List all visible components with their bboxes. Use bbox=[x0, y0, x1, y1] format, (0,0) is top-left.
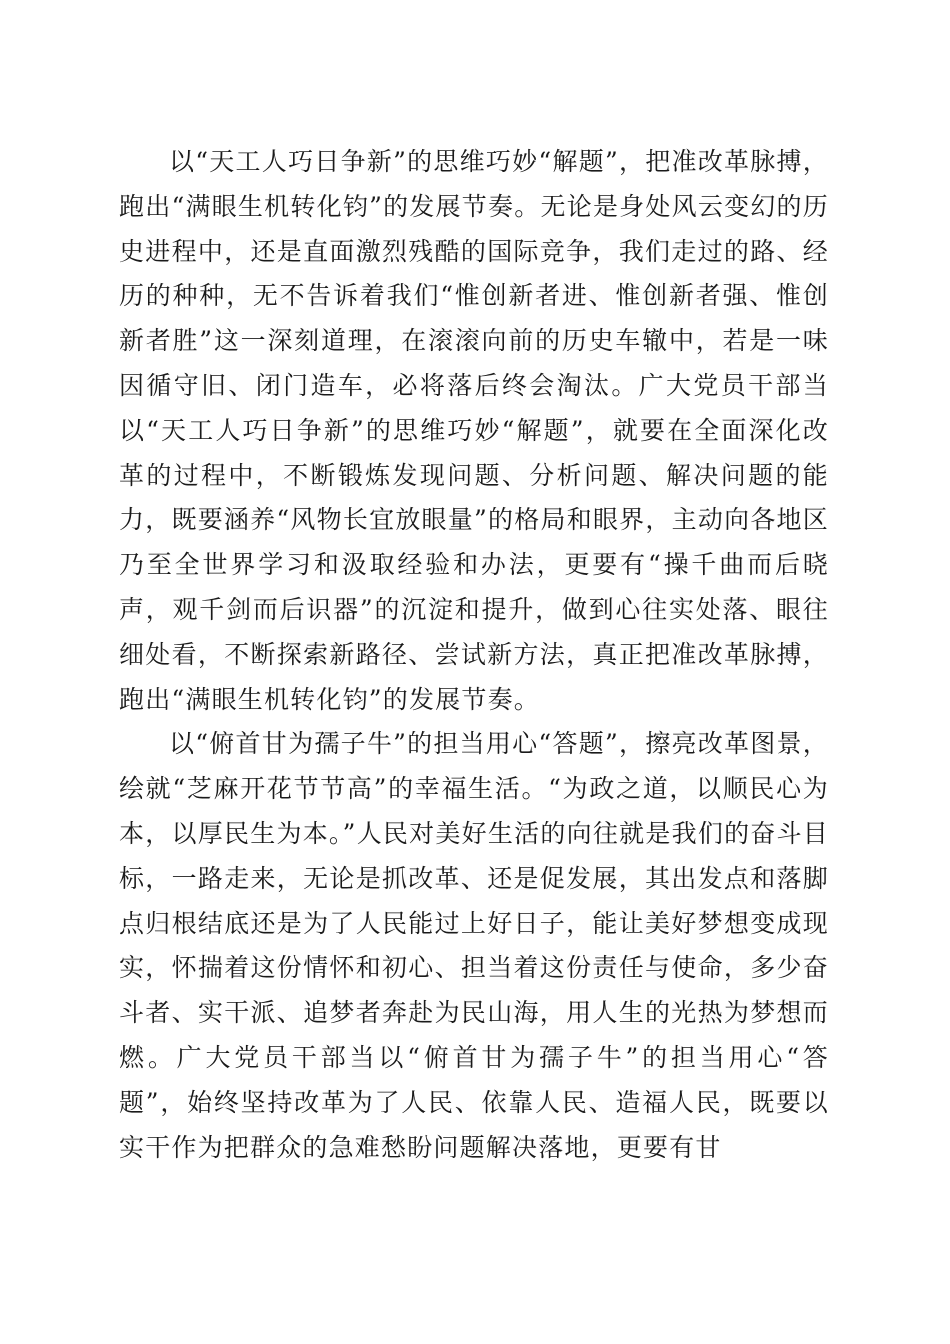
document-body bbox=[119, 140, 829, 1170]
paragraph-innovation: 以“天工人巧日争新”的思维巧妙“解题”，把准改革脉搏，跑出“满眼生机转化钧”的发展节奏。无论是身处风云变幻的历史进程中，还是直面激烈残酷的国际竞争，我们走过的路、经历的种种，无不告诉着我们“惟创新者进、惟创新者强、惟创新者胜”这一深刻道理，在滚滚向前的历史车辙中，若是一味因循守旧、闭门造车，必将落后终会淘汰。广大党员干部当以“天工人巧日争新”的思维巧妙“解题”，就要在全面深化改革的过程中，不断锻炼发现问题、分析问题、解决问题的能力，既要涵养“风物长宜放眼量”的格局和眼界，主动向各地区乃至全世界学习和汲取经验和办法，更要有“操千曲而后晓声，观千剑而后识器”的沉淀和提升，做到心往实处落、眼往细处看，不断探索新路径、尝试新方法，真正把准改革脉搏，跑出“满眼生机转化钧”的发展节奏。 bbox=[119, 147, 829, 714]
paragraph-people-livelihood: 以“俯首甘为孺子牛”的担当用心“答题”，擦亮改革图景，绘就“芝麻开花节节高”的幸福生活。“为政之道，以顺民心为本，以厚民生为本。”人民对美好生活的向往就是我们的奋斗目标，一路走来，无论是抓改革、还是促发展，其出发点和落脚点归根结底还是为了人民能过上好日子，能让美好梦想变成现实，怀揣着这份情怀和初心、担当着这份责任与使命，多少奋斗者、实干派、追梦者奔赴为民山海，用人生的光热为梦想而燃。广大党员干部当以“俯首甘为孺子牛”的担当用心“答题”，始终坚持改革为了人民、依靠人民、造福人民，既要以实干作为把群众的急难愁盼问题解决落地，更要有甘 bbox=[119, 729, 829, 1162]
